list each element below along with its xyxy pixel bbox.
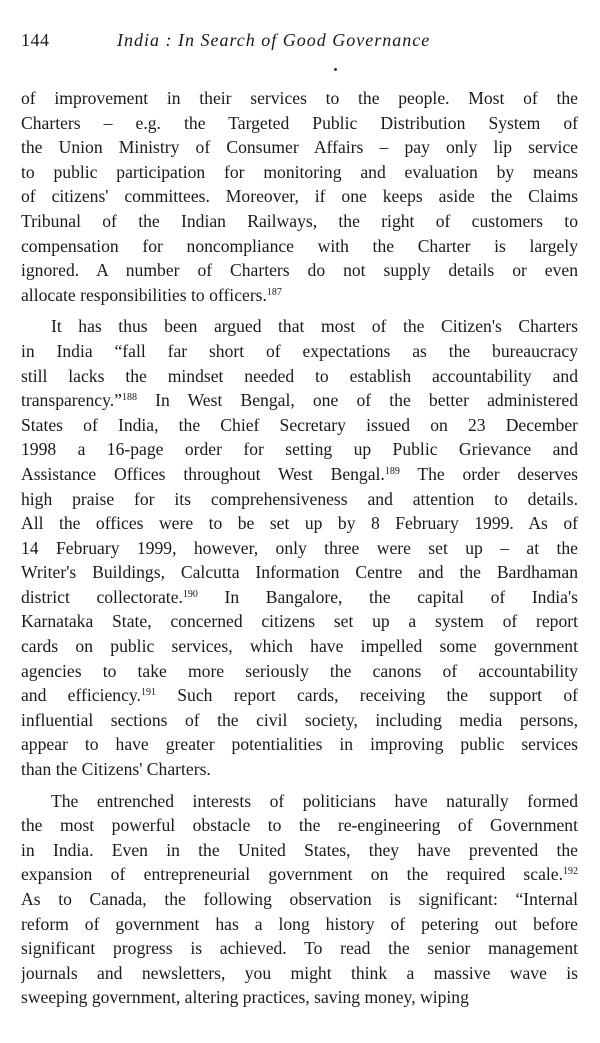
text-line [21, 757, 578, 782]
paragraph [21, 789, 578, 1010]
line-text: allocate responsibilities to officers. [21, 284, 267, 305]
text-line [21, 209, 578, 234]
text-line [21, 789, 578, 814]
text-line [21, 912, 578, 937]
text-line [21, 234, 578, 259]
footnote-marker: 191 [140, 687, 156, 699]
line-text: transparency.” [21, 390, 122, 411]
line-text: Assistance Offices throughout West Bengal. [21, 463, 385, 484]
text-line [21, 184, 578, 209]
line-text: of citizens' committees. Moreover, if one keeps aside the Claims [21, 186, 578, 207]
text-line [21, 609, 578, 634]
line-text: appear to have greater potentialities in improving public services [21, 734, 578, 755]
page-number: 144 [21, 30, 50, 50]
line-text-continued: Such report cards, receiving the support of [155, 685, 578, 706]
footnote-marker: 188 [121, 392, 137, 404]
text-line [21, 487, 578, 512]
line-text: in India. Even in the United States, they have prevented the [21, 839, 578, 860]
line-text: As to Canada, the following observation is significant: “Internal [21, 889, 578, 909]
print-speck [334, 68, 337, 71]
line-text: 1998 a 16-page order for setting up Public Grievance and [21, 439, 578, 460]
line-text: than the Citizens' Charters. [21, 759, 211, 780]
text-line [21, 961, 578, 986]
line-text: reform of government has a long history of petering out before [21, 913, 578, 934]
paragraph [21, 86, 578, 307]
running-title: India : In Search of Good Governance [117, 30, 431, 50]
text-line [21, 437, 578, 462]
text-line [21, 560, 578, 585]
text-line [21, 462, 578, 487]
text-line [21, 511, 578, 536]
line-text: 14 February 1999, however, only three were set up – at the [21, 537, 578, 558]
line-text: Tribunal of the Indian Railways, the right of customers to [21, 210, 578, 231]
text-line [21, 314, 578, 339]
text-line [21, 585, 578, 610]
line-text: Charters – e.g. the Targeted Public Distribution System of [21, 112, 578, 133]
line-text: The entrenched interests of politicians have naturally formed [51, 790, 578, 811]
footnote-marker: 189 [384, 465, 400, 477]
line-text: significant progress is achieved. To read the senior management [21, 938, 578, 959]
paragraph-gap [21, 782, 578, 789]
line-text: still lacks the mindset needed to establish accountability and [21, 365, 578, 386]
text-line [21, 258, 578, 283]
text-line [21, 388, 578, 413]
text-line [21, 364, 578, 389]
text-line [21, 862, 578, 887]
line-text: in India “fall far short of expectations as the bureaucracy [21, 340, 578, 361]
line-text: Karnataka State, concerned citizens set up a system of report [21, 611, 578, 632]
line-text: the most powerful obstacle to the re-engineering of Government [21, 815, 578, 836]
line-text: and efficiency. [21, 685, 141, 706]
text-line [21, 111, 578, 136]
line-text: of improvement in their services to the people. Most of the [21, 88, 578, 108]
text-line [21, 339, 578, 364]
paragraph [21, 314, 578, 781]
footnote-marker: 192 [563, 866, 578, 878]
body-text [21, 86, 578, 1010]
line-text: States of India, the Chief Secretary issued on 23 December [21, 414, 578, 435]
line-text: expansion of entrepreneurial government on the required scale. [21, 864, 563, 885]
line-text: to public participation for monitoring and evaluation by means [21, 161, 578, 182]
line-text: ignored. A number of Charters do not supply details or even [21, 260, 578, 281]
line-text: Writer's Buildings, Calcutta Information Centre and the Bardhaman [21, 562, 578, 583]
line-text-continued: In Bangalore, the capital of India's [197, 586, 578, 607]
text-line [21, 413, 578, 438]
line-text: high praise for its comprehensiveness and attention to details. [21, 488, 578, 509]
line-text: All the offices were to be set up by 8 February 1999. As of [21, 513, 578, 534]
text-line [21, 985, 578, 1010]
line-text: cards on public services, which have impelled some government [21, 636, 578, 657]
text-line [21, 732, 578, 757]
text-line [21, 708, 578, 733]
line-text-continued: In West Bengal, one of the better administered [136, 390, 578, 411]
text-line [21, 936, 578, 961]
line-text-continued: The order deserves [399, 463, 578, 484]
text-line [21, 86, 578, 111]
page-header [21, 30, 579, 58]
line-text: It has thus been argued that most of the Citizen's Charters [51, 316, 578, 337]
text-line [21, 887, 578, 912]
text-line [21, 683, 578, 708]
text-line [21, 634, 578, 659]
line-text: sweeping government, altering practices, saving money, wiping [21, 987, 469, 1008]
line-text: journals and newsletters, you might think a massive wave is [21, 962, 578, 983]
text-line [21, 135, 578, 160]
text-line [21, 283, 578, 308]
text-line [21, 160, 578, 185]
text-line [21, 659, 578, 684]
line-text: compensation for noncompliance with the Charter is largely [21, 235, 578, 256]
line-text: district collectorate. [21, 586, 183, 607]
text-line [21, 838, 578, 863]
text-line [21, 813, 578, 838]
footnote-marker: 190 [182, 588, 198, 600]
line-text: the Union Ministry of Consumer Affairs – pay only lip service [21, 137, 578, 158]
footnote-marker: 187 [266, 286, 282, 298]
text-line [21, 536, 578, 561]
paragraph-gap [21, 307, 578, 314]
line-text: agencies to take more seriously the canons of accountability [21, 660, 578, 681]
line-text: influential sections of the civil society, including media persons, [21, 709, 578, 730]
